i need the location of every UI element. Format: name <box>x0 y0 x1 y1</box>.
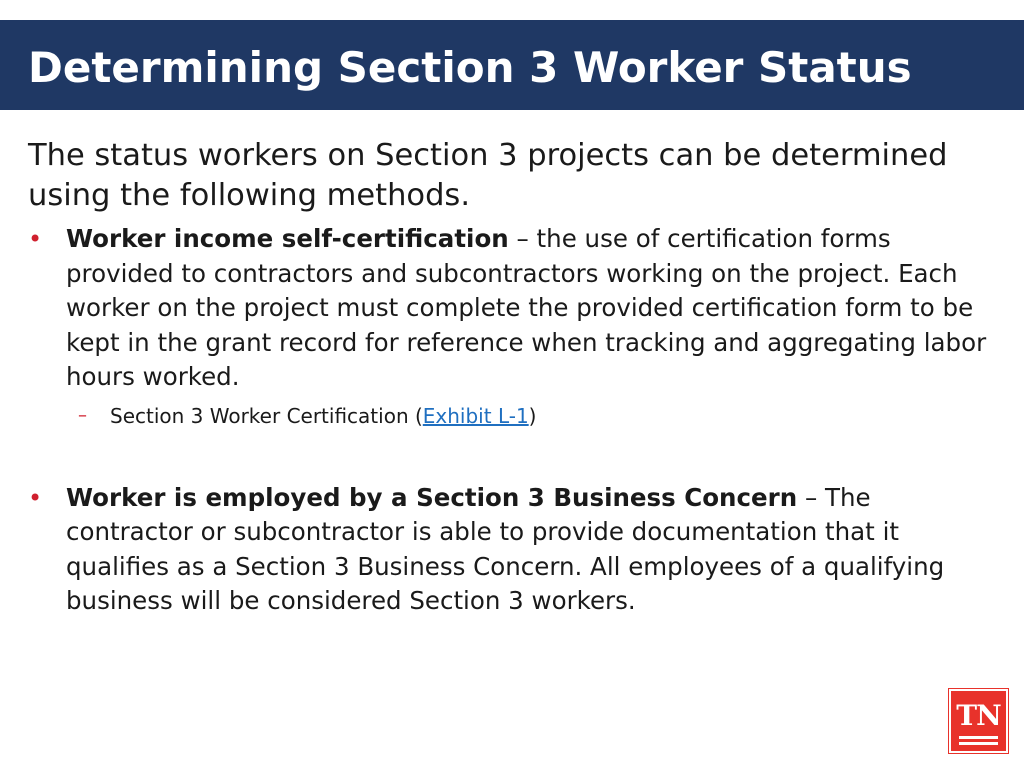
logo-stripe <box>959 736 998 739</box>
bullet-icon: • <box>28 483 43 512</box>
bullet-icon: • <box>28 225 43 253</box>
bullet-text: – The contractor or subcontractor is able to provide documentation that it qualifies as a Section 3 Business Concern. All employees of a qualifying business will be considered Section 3 workers. <box>66 482 945 615</box>
logo-text: TN <box>956 699 1001 732</box>
bullet-heading: Worker is employed by a Section 3 Business Concern <box>66 482 798 512</box>
slide-title: Determining Section 3 Worker Status <box>28 43 912 92</box>
bullet-item-business-concern <box>28 481 988 619</box>
logo-stripe <box>959 742 998 745</box>
bullet-list <box>28 222 988 619</box>
tn-state-logo-icon <box>949 689 1008 753</box>
sub-bullet-suffix: ) <box>528 403 537 428</box>
exhibit-link[interactable]: Exhibit L-1 <box>422 403 529 428</box>
dash-icon: – <box>78 404 87 426</box>
sub-bullet-item <box>66 403 988 429</box>
sub-bullet-prefix: Section 3 Worker Certification ( <box>110 403 423 428</box>
bullet-heading: Worker income self-certification <box>66 224 509 253</box>
bullet-text: – the use of certification forms provided to contractors and subcontractors working on the project. Each worker on the project must complete the provided certification form to be kept in the grant record for reference when tracking and aggregating labor hours worked. <box>66 224 987 391</box>
bullet-item-self-certification <box>28 222 988 429</box>
title-bar <box>0 20 1024 110</box>
intro-text: The status workers on Section 3 projects can be determined using the following methods. <box>28 138 948 213</box>
